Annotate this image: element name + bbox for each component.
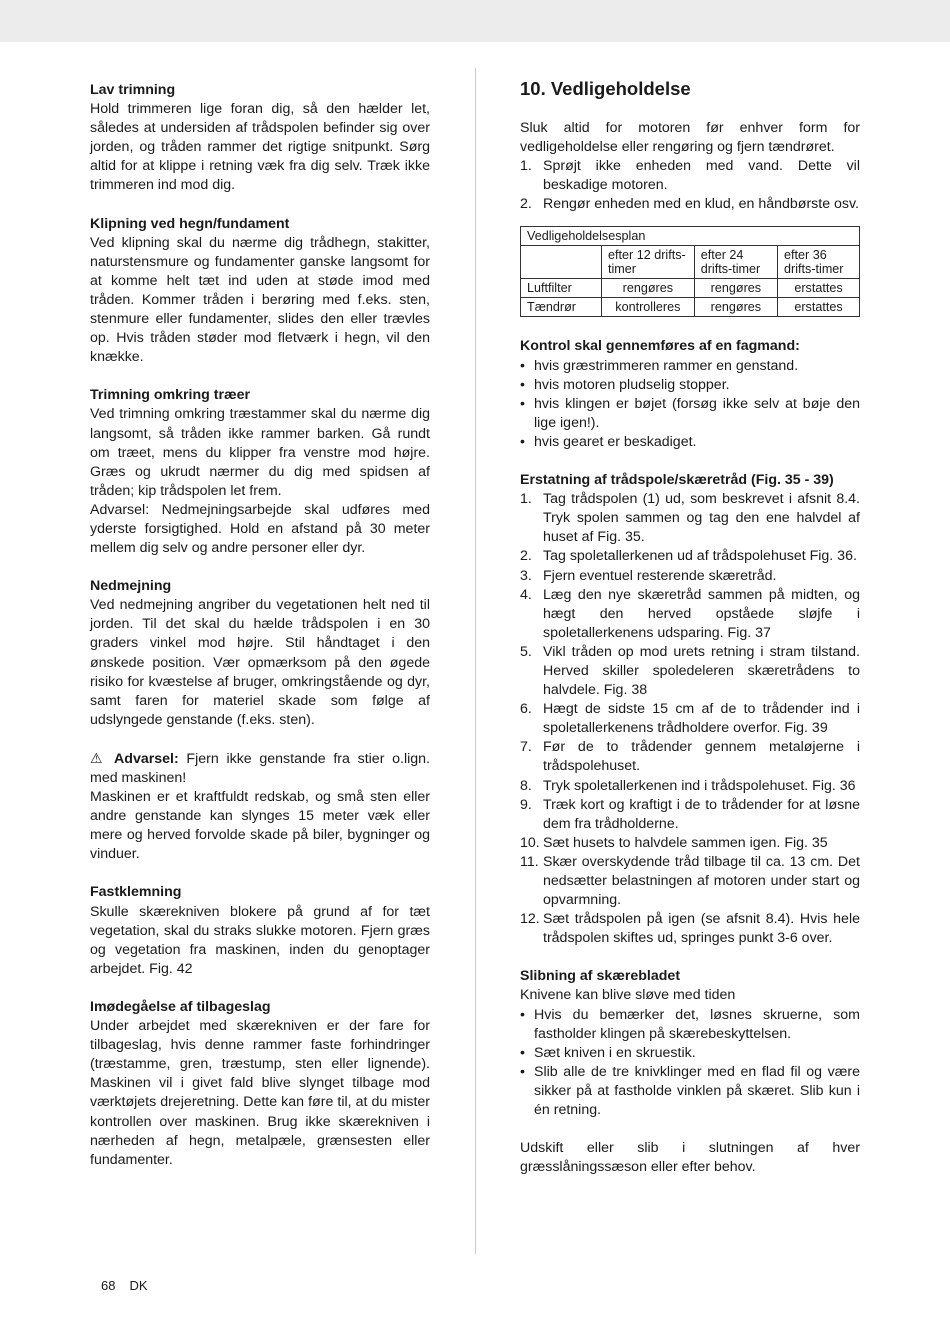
bullet-icon: • [520, 395, 525, 412]
item-text: Sæt kniven i en skruestik. [534, 1044, 696, 1061]
list-item [520, 567, 860, 586]
section-text: Ved nedmejning angriber du vegetationen helt ned til jorden. Til det skal du hælde trådspolen i en 30 graders vinkel mod højre. Stil håndtaget i den ønskede position. Vær opmærksom på den øgede risiko for kvæstelse af bruger, omkringstående og dyr, samt faren for materiel skade som følge af udslyngede genstande (f.eks. sten). [90, 597, 430, 728]
language-code: DK [129, 1278, 148, 1293]
bullet-icon: • [520, 1063, 525, 1080]
bullet-icon: • [520, 1044, 525, 1061]
list-item [520, 433, 860, 452]
maintenance-steps [520, 157, 860, 214]
item-text: Hægt de sidste 15 cm af de to trådender ind i spoletallerkenens trådholdere overfor. Fig. 39 [543, 701, 860, 737]
item-text: Læg den nye skæretråd sammen på midten, og hægt den herved opståede sløjfe i spoletallerkenens udsparing. Fig. 37 [543, 586, 860, 641]
table-cell: kontrolleres [602, 298, 695, 317]
list-item [520, 1006, 860, 1044]
list-item [520, 1063, 860, 1120]
item-text: hvis gearet er beskadiget. [534, 433, 697, 450]
table-row [521, 298, 860, 317]
page-number: 68 [101, 1278, 116, 1293]
section-heading: Kontrol skal gennemføres af en fagmand: [520, 338, 800, 355]
table-cell: rengøres [694, 279, 777, 298]
item-number: 6. [520, 701, 532, 718]
section-text: Maskinen er et kraftfuldt redskab, og små sten eller andre genstande kan slynges 15 meter væk eller mere og herved forvolde skade på biler, bygninger og vinduer. [90, 789, 430, 863]
table-header: efter 12 drifts-timer [602, 246, 695, 279]
right-column [520, 78, 860, 1177]
table-row [521, 279, 860, 298]
item-number: 3. [520, 567, 532, 584]
item-text: hvis klingen er bøjet (forsøg ikke selv at bøje den lige igen!). [534, 395, 860, 431]
item-number: 1. [520, 491, 532, 508]
item-number: 4. [520, 586, 532, 603]
section-heading: Nedmejning [90, 578, 172, 595]
item-number: 10. [520, 834, 540, 851]
table-header: efter 36 drifts-timer [778, 246, 860, 279]
list-item [520, 777, 860, 796]
item-text: Tryk spoletallerkenen ind i trådspolehuset. Fig. 36 [543, 777, 856, 794]
table-header [521, 246, 602, 279]
bullet-list [520, 357, 860, 452]
list-item [520, 643, 860, 700]
item-text: Sæt trådspolen på igen (se afsnit 8.4). Hvis hele trådspolen skiftes ud, springes punkt 3-6 over. [543, 911, 860, 947]
item-number: 5. [520, 643, 532, 660]
item-text: Fjern eventuel resterende skæretråd. [543, 567, 777, 584]
warning-icon: ⚠ [90, 749, 107, 766]
item-text: Tag trådspolen (1) ud, som beskrevet i afsnit 8.4. Tryk spolen sammen og tag den ene halvdel af huset af Fig. 35. [543, 491, 860, 546]
section-heading: Imødegåelse af tilbageslag [90, 998, 271, 1015]
section-tilbageslag [90, 998, 430, 1170]
warning-line [90, 749, 430, 788]
section-kontrol [520, 337, 860, 452]
section-klipning-hegn [90, 215, 430, 368]
section-heading: Fastklemning [90, 884, 182, 901]
list-item [520, 157, 860, 195]
item-text: Sæt husets to halvdele sammen igen. Fig. 35 [543, 834, 828, 851]
item-text: Skær overskydende tråd tilbage til ca. 13 cm. Det nedsætter belastningen af motoren under start og opvarmning. [543, 853, 860, 909]
table-cell: erstattes [778, 298, 860, 317]
section-text: Hold trimmeren lige foran dig, så den hælder let, således at undersiden af trådspolen befinder sig over jorden, og tråden rammer det rigtige snitpunkt. Sørg altid for at klippe i retning væk fra dig selv. Træk ikke trimmeren ind mod dig. [90, 101, 430, 194]
list-item [520, 586, 860, 643]
table-cell: erstattes [778, 279, 860, 298]
item-text: Vikl tråden op mod urets retning i stram tilstand. Herved skiller spoledeleren skæretrådens to halvdele. Fig. 38 [543, 643, 860, 699]
section-heading: Klipning ved hegn/fundament [90, 215, 290, 232]
column-divider [475, 68, 476, 1254]
numbered-list [520, 490, 860, 948]
intro-text: Sluk altid for motoren før enhver form for vedligeholdelse eller rengøring og fjern tændrøret. [520, 120, 860, 156]
item-number: 11. [520, 853, 539, 870]
section-text: Knivene kan blive sløve med tiden [520, 987, 736, 1004]
item-text: Hvis du bemærker det, løsnes skruerne, som fastholder klingen på skærebeskyttelsen. [534, 1006, 860, 1042]
page-footer [101, 1278, 162, 1293]
list-item [520, 1044, 860, 1063]
table-header: efter 24 drifts-timer [694, 246, 777, 279]
list-item [520, 357, 860, 376]
list-item [520, 376, 860, 395]
table-title: Vedligeholdelsesplan [521, 227, 860, 246]
bullet-icon: • [520, 1006, 525, 1023]
item-number: 9. [520, 796, 532, 813]
item-number: 2. [520, 196, 532, 213]
table-cell: Tændrør [521, 298, 602, 317]
item-number: 1. [520, 158, 532, 175]
section-text: Ved klipning skal du nærme dig trådhegn, stakitter, naturstensmure og fundamenter ganske langsomt for at komme helt tæt ind uden at støde imod med tråden. Kommer tråden i berøring med f.eks. sten, stenmure eller fundamenter, slides den eller trævles op. Hvis tråden støder mod fletværk i hegn, vil den knække. [90, 234, 430, 366]
table-header-row [521, 246, 860, 279]
section-advarsel [90, 749, 430, 865]
bullet-icon: • [520, 357, 525, 374]
section-heading: Trimning omkring træer [90, 387, 251, 404]
list-item [520, 547, 860, 566]
item-text: Tag spoletallerkenen ud af trådspolehuset Fig. 36. [543, 548, 857, 565]
item-text: Før de to trådender gennem metaløjerne i trådspolehuset. [543, 739, 860, 775]
list-item [520, 195, 860, 214]
table-title-row [521, 227, 860, 246]
section-erstatning [520, 471, 860, 948]
item-number: 7. [520, 739, 532, 756]
table-cell: rengøres [694, 298, 777, 317]
section-heading: Slibning af skærebladet [520, 968, 681, 985]
list-item [520, 738, 860, 776]
item-number: 8. [520, 777, 532, 794]
list-item [520, 834, 860, 853]
section-fastklemning [90, 883, 430, 978]
list-item [520, 853, 860, 910]
list-item [520, 796, 860, 834]
list-item [520, 700, 860, 738]
section-lav-trimning [90, 81, 430, 196]
item-text: hvis motoren pludselig stopper. [534, 376, 730, 393]
warning-label: Advarsel: [114, 750, 179, 767]
item-text: Rengør enheden med en klud, en håndbørste osv. [543, 196, 859, 213]
list-item [520, 395, 860, 433]
item-text: hvis græstrimmeren rammer en genstand. [534, 357, 799, 374]
section-nedmejning [90, 577, 430, 730]
warning-text: Fjern ikke genstande fra stier o.lign. med maskinen! [90, 750, 430, 786]
item-text: Træk kort og kraftigt i de to trådender for at løsne dem fra trådholderne. [543, 796, 860, 832]
table-cell: Luftfilter [521, 279, 602, 298]
list-item [520, 490, 860, 547]
left-column [90, 81, 430, 1189]
section-text: Skulle skærekniven blokere på grund af for tæt vegetation, skal du straks slukke motoren. Fjern græs og vegetation fra maskinen, inden du genoptager arbejdet. Fig. 42 [90, 903, 430, 977]
item-text: Slib alle de tre knivklinger med en flad fil og være sikker på at fastholde vinklen på skæret. Slib kun i én retning. [534, 1063, 860, 1119]
section-heading: Lav trimning [90, 82, 176, 98]
list-item [520, 910, 860, 948]
outro-text: Udskift eller slib i slutningen af hver græsslåningssæson eller efter behov. [520, 1140, 860, 1176]
warning-text: Advarsel: Nedmejningsarbejde skal udføres med yderste forsigtighed. Hold en afstand på 30 meter mellem dig selv og andre personer eller dyr. [90, 501, 430, 557]
bullet-icon: • [520, 433, 525, 450]
table-cell: rengøres [602, 279, 695, 298]
section-slibning [520, 967, 860, 1120]
section-heading: Erstatning af trådspole/skæretråd (Fig. 35 - 39) [520, 472, 834, 489]
item-number: 12. [520, 911, 540, 928]
bullet-icon: • [520, 376, 525, 393]
section-trimning-traeer [90, 386, 430, 558]
top-bar [0, 0, 950, 42]
item-text: Sprøjt ikke enheden med vand. Dette vil beskadige motoren. [543, 158, 860, 194]
bullet-list [520, 1006, 860, 1121]
maintenance-plan-table [520, 226, 860, 317]
item-number: 2. [520, 548, 532, 565]
chapter-title: 10. Vedligeholdelse [520, 78, 691, 99]
section-text: Under arbejdet med skærekniven er der fare for tilbageslag, hvis denne rammer faste forhindringer (træstamme, gren, træstump, sten eller lignende). Maskinen vil i givet fald blive slynget tilbage mod værktøjets drejeretning. Dette kan føre til, at du mister kontrollen over maskinen. Brug ikke skærekniven i nærheden af hegn, metalpæle, grænsesten eller fundamenter. [90, 1018, 430, 1168]
section-text: Ved trimning omkring træstammer skal du nærme dig langsomt, så tråden ikke rammer barken. Gå rundt om træet, mens du klipper fra venstre mod højre. Græs og ukrudt nærmer du dig med spidsen af tråden; kip trådspolen let frem. [90, 406, 430, 499]
